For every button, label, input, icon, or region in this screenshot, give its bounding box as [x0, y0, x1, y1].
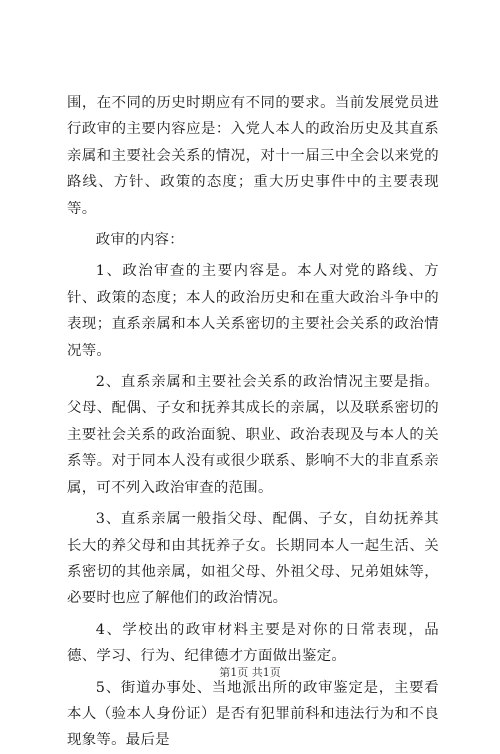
paragraph-heading-contents: 政审的内容： — [95, 232, 184, 249]
paragraph-item-3: 3、直系亲属一般指父母、配偶、子女，自幼抚养其长大的养父母和由其抚养子女。长期同本人一起生活、关系密切的其他亲属，如祖父母、外祖父母、兄弟姐妹等，必要时也应了解他们的政治情况。 — [67, 511, 439, 607]
paragraph-item-5: 5、街道办事处、当地派出所的政审鉴定是，主要看本人（验本人身份证）是否有犯罪前科和违法行为和不良现象等。最后是 — [67, 679, 439, 749]
paragraph-item-4: 4、学校出的政审材料主要是对你的日常表现，品德、学习、行为、纪律德才方面做出鉴定。 — [67, 621, 439, 665]
paragraph-continuation: 围，在不同的历史时期应有不同的要求。当前发展党员进行政审的主要内容应是：入党人本人的政治历史及其直系亲属和主要社会关系的情况，对十一届三中全会以来党的路线、方针、政策的态度；重大历史事件中的主要表现等。 — [67, 95, 439, 217]
document-body — [67, 90, 439, 754]
page-footer: 第1页 共1页 — [219, 666, 281, 679]
paragraph-item-2: 2、直系亲属和主要社会关系的政治情况主要是指。父母、配偶、子女和抚养其成长的亲属，以及联系密切的主要社会关系的政治面貌、职业、政治表现及与本人的关系等。对于同本人没有或很少联系、影响不大的非直系亲属，可不列入政治审查的范围。 — [67, 374, 439, 496]
paragraph-item-1: 1、政治审查的主要内容是。本人对党的路线、方针、政策的态度；本人的政治历史和在重大政治斗争中的表现；直系亲属和本人关系密切的主要社会关系的政治情况等。 — [67, 263, 439, 359]
